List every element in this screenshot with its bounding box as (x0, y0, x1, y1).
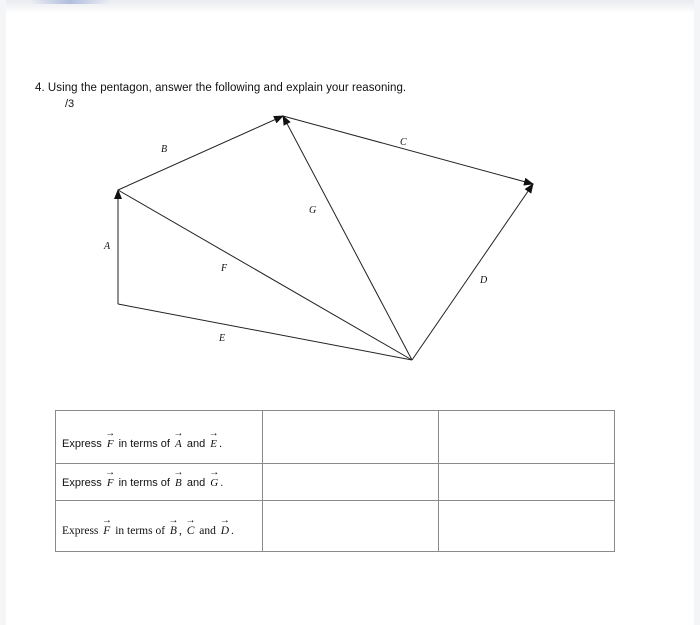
vector-symbol: → A (173, 438, 184, 450)
vector-c (283, 116, 533, 184)
reasoning-cell[interactable] (439, 411, 615, 464)
prompt-period: . (231, 525, 234, 537)
question-text: 4. Using the pentagon, answer the following and explain your reasoning. (35, 82, 407, 94)
prompt-middle: in terms of (118, 438, 170, 450)
label-f: F (221, 263, 228, 274)
table-row (56, 501, 615, 552)
prompt-cell (56, 501, 263, 552)
vector-symbol: → D (219, 525, 231, 537)
prompt-connector: and (186, 477, 206, 489)
label-b: B (161, 144, 168, 155)
prompt-prefix: Express (62, 525, 99, 537)
vector-symbol: → G (208, 477, 220, 489)
vector-d (412, 184, 533, 360)
label-c: C (400, 137, 407, 148)
vector-symbol: → B (173, 477, 184, 489)
prompt-period: . (218, 438, 223, 450)
vector-symbol: → E (208, 438, 219, 450)
vector-e (118, 304, 412, 360)
prompt-text (62, 525, 234, 537)
prompt-text (62, 477, 223, 489)
label-a: A (104, 241, 111, 252)
marks-label: /3 (65, 98, 75, 110)
answer-cell[interactable] (263, 501, 439, 552)
vector-symbol: → B (168, 525, 179, 537)
vector-b (118, 116, 283, 190)
label-e: E (219, 333, 226, 344)
prompt-cell (56, 411, 263, 464)
reasoning-cell[interactable] (439, 464, 615, 501)
prompt-comma: , (178, 525, 182, 537)
vector-symbol: → C (185, 525, 197, 537)
table-row (56, 411, 615, 464)
prompt-connector: and (186, 438, 206, 450)
answer-cell[interactable] (263, 411, 439, 464)
table-row (56, 464, 615, 501)
vector-symbol: → F (105, 477, 116, 489)
vector-symbol: → F (101, 525, 112, 537)
answer-cell[interactable] (263, 464, 439, 501)
prompt-prefix: Express (62, 477, 102, 489)
label-g: G (309, 205, 317, 216)
vector-g (283, 116, 412, 360)
prompt-prefix: Express (62, 438, 102, 450)
prompt-middle: in terms of (115, 525, 166, 537)
prompt-cell (56, 464, 263, 501)
prompt-period: . (220, 477, 224, 489)
prompt-middle: in terms of (118, 477, 170, 489)
reasoning-cell[interactable] (439, 501, 615, 552)
prompt-connector: and (199, 525, 216, 537)
prompt-text (62, 438, 222, 450)
vector-symbol: → F (105, 438, 116, 450)
vector-f (118, 190, 412, 360)
label-d: D (480, 275, 488, 286)
answer-table (55, 410, 615, 552)
